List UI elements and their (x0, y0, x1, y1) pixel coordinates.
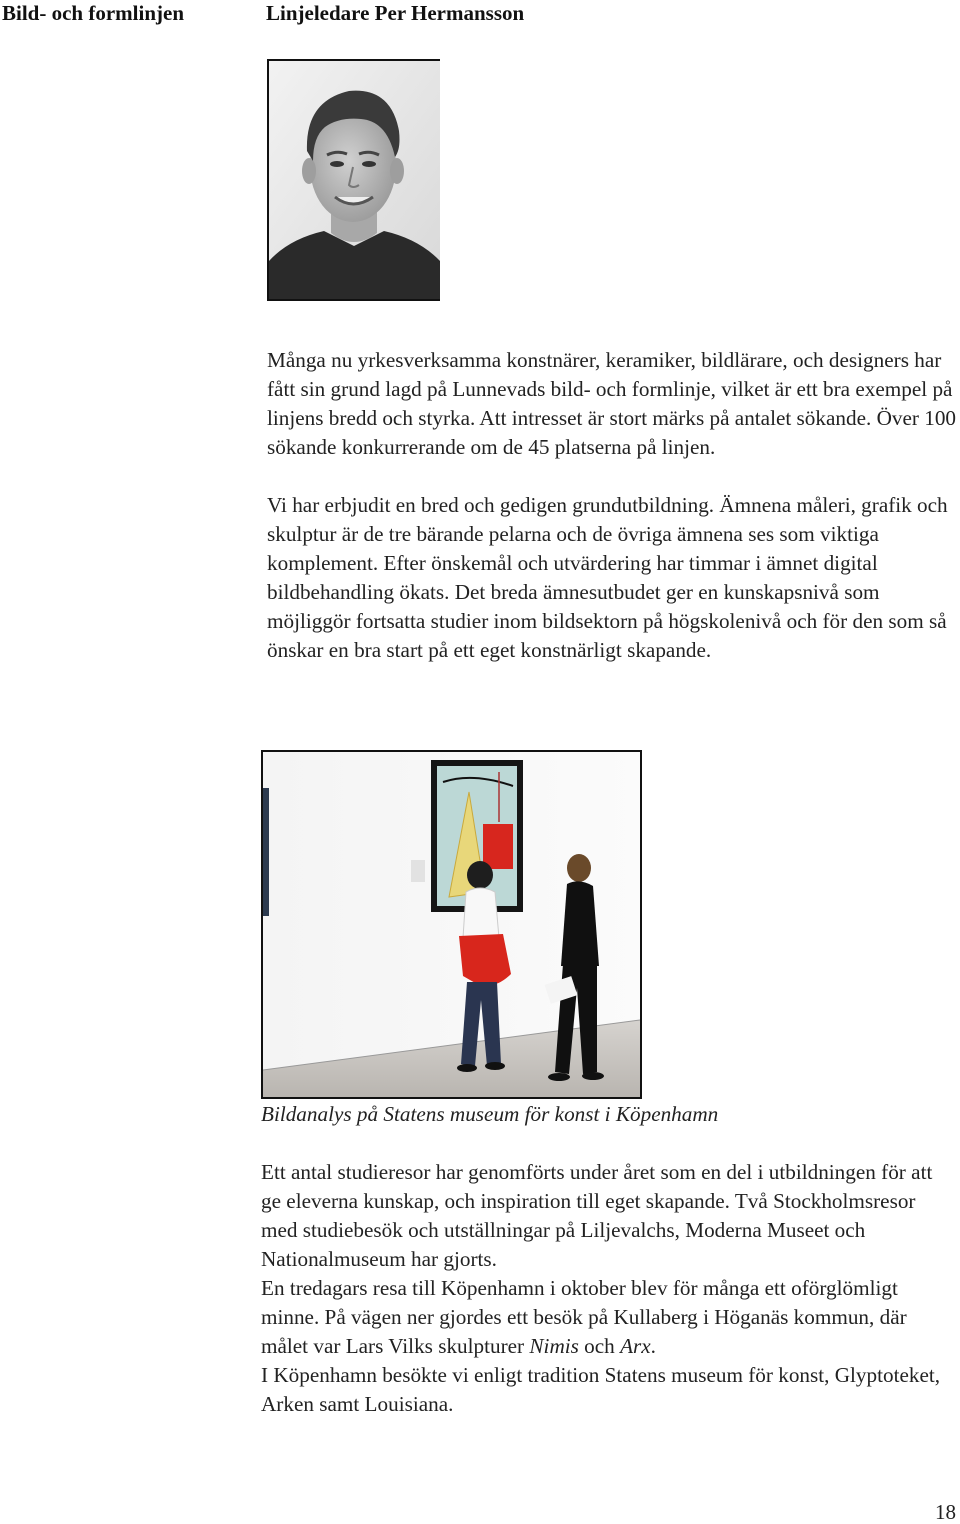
trips-connector: och (578, 1334, 621, 1358)
trips-paragraph-2 (261, 1274, 956, 1361)
page-number: 18 (935, 1500, 956, 1524)
intro-text (267, 346, 957, 665)
work-title-nimis: Nimis (529, 1334, 579, 1358)
portrait-photo (267, 59, 440, 301)
work-title-arx: Arx (620, 1334, 651, 1358)
portrait-illustration (269, 61, 440, 299)
intro-paragraph-1: Många nu yrkesverksamma konstnärer, keramiker, bildlärare, och designers har fått sin grund lagd på Lunnevads bild- och formlinje, vilket är ett bra exempel på linjens bredd och styrka. Att intresset är stort märks på antalet sökande. Över 100 sökande konkurrerande om de 45 platserna på linjen. (267, 348, 957, 459)
trips-paragraph-2-end: . (650, 1334, 656, 1358)
museum-illustration (263, 752, 640, 1097)
trips-paragraph-1: Ett antal studieresor har genomförts under året som en del i utbildningen för att ge eleverna kunskap, och inspiration till eget skapande. Två Stockholmsresor med studiebesök och utställningar på Liljevalchs, Moderna Museet och Nationalmuseum har gjorts. (261, 1160, 933, 1271)
line-leader-heading: Linjeledare Per Hermansson (266, 1, 525, 25)
intro-paragraph-2: Vi har erbjudit en bred och gedigen grundutbildning. Ämnena måleri, grafik och skulptur är de tre bärande pelarna och de övriga ämnena ses som viktiga komplement. Efter önskemål och utvärdering har timmar i ämnet digital bildbehandling ökats. Det breda ämnesutbudet ger en kunskapsnivå som möjliggör fortsatta studier inom bildsektorn på högskolenivå och för den som så önskar en bra start på ett eget konstnärligt skapande. (267, 493, 948, 662)
trips-paragraph-3: I Köpenhamn besökte vi enligt tradition Statens museum för konst, Glyptoteket, Arken samt Louisiana. (261, 1363, 941, 1416)
section-title: Bild- och formlinjen (2, 1, 184, 25)
study-trips-text (261, 1158, 956, 1419)
trips-paragraph-2-start: En tredagars resa till Köpenhamn i oktober blev för många ett oförglömligt minne. På vägen ner gjordes ett besök på Kullaberg i Höganäs kommun, där målet var Lars Vilks skulpturer (261, 1276, 907, 1358)
museum-photo (261, 750, 642, 1099)
photo-caption: Bildanalys på Statens museum för konst i Köpenhamn (261, 1102, 719, 1126)
